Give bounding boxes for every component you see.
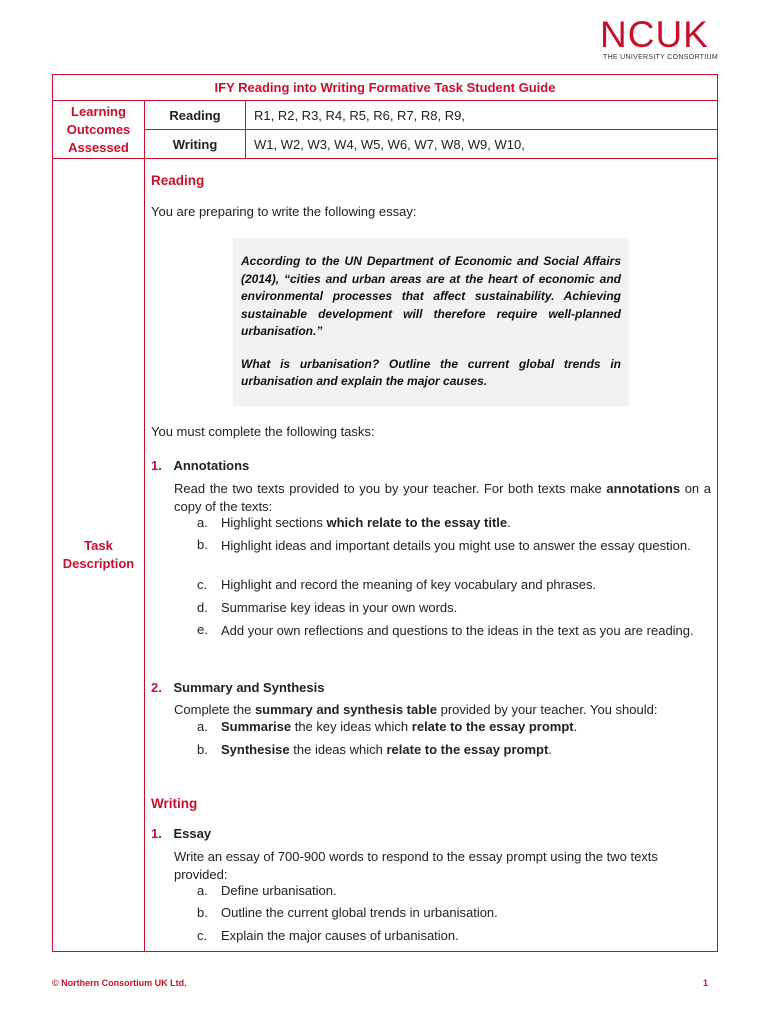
task1-item-a: a. Highlight sections which relate to the essay title. <box>197 515 511 530</box>
reading-intro: You are preparing to write the following essay: <box>151 204 417 219</box>
task2-heading <box>151 680 324 695</box>
essay-prompt-question: What is urbanisation? Outline the current global trends in urbanisation and explain the major causes. <box>241 356 621 388</box>
task1-description: Read the two texts provided to you by your teacher. For both texts make annotations on a copy of the texts: <box>174 481 711 514</box>
writing-task1-title: Essay <box>173 826 212 841</box>
task1-item-b: b. Highlight ideas and important details you might use to answer the essay question. <box>197 537 691 553</box>
task-guide-table <box>52 74 718 952</box>
footer-copyright: © Northern Consortium UK Ltd. <box>52 978 187 988</box>
task2-description: Complete the summary and synthesis table provided by your teacher. You should: <box>174 702 658 717</box>
table-title: IFY Reading into Writing Formative Task Student Guide <box>53 75 718 101</box>
task1-item-d: d. Summarise key ideas in your own words. <box>197 600 458 615</box>
writing-item-b: b. Outline the current global trends in urbanisation. <box>197 905 498 920</box>
footer-page-number: 1 <box>703 978 709 988</box>
ncuk-logo <box>600 16 720 66</box>
writing-outcome-codes: W1, W2, W3, W4, W5, W6, W7, W8, W9, W10, <box>246 130 718 159</box>
task2-title: Summary and Synthesis <box>173 680 325 695</box>
task1-item-c: c. Highlight and record the meaning of key vocabulary and phrases. <box>197 577 597 592</box>
essay-prompt-quote: According to the UN Department of Economic and Social Affairs (2014), “cities and urban areas are at the heart of economic and environmental processes that affect sustainability. Achieving sustainable development will therefore require well-planned urbanisation.” <box>241 254 621 338</box>
task2-item-b: b. Synthesise the ideas which relate to the essay prompt. <box>197 742 552 757</box>
task-description-label: Task Description <box>53 159 145 952</box>
task2-number: 2. <box>151 680 162 695</box>
task-description-body <box>145 159 718 952</box>
writing-task1-description: Write an essay of 700-900 words to respond to the essay prompt using the two texts provided: <box>174 849 658 882</box>
writing-item-a: a. Define urbanisation. <box>197 883 337 898</box>
writing-heading: Writing <box>151 796 198 811</box>
logo-wordmark: NCUK <box>600 14 709 55</box>
reading-outcome-codes: R1, R2, R3, R4, R5, R6, R7, R8, R9, <box>246 101 718 130</box>
task2-item-a: a. Summarise the key ideas which relate to the essay prompt. <box>197 719 578 734</box>
task1-item-e: e. Add your own reflections and questions to the ideas in the text as you are reading. <box>197 622 694 638</box>
reading-skill-label: Reading <box>145 101 246 130</box>
writing-task1-number: 1. <box>151 826 162 841</box>
writing-task1-heading <box>151 826 211 841</box>
logo-tagline: THE UNIVERSITY CONSORTIUM <box>603 54 718 61</box>
essay-prompt-box <box>233 238 629 406</box>
task1-number: 1. <box>151 458 162 473</box>
writing-skill-label: Writing <box>145 130 246 159</box>
writing-item-c: c. Explain the major causes of urbanisation. <box>197 928 459 943</box>
tasks-intro: You must complete the following tasks: <box>151 424 375 439</box>
task1-title: Annotations <box>173 458 250 473</box>
learning-outcomes-label: Learning Outcomes Assessed <box>53 101 145 159</box>
reading-heading: Reading <box>151 173 205 188</box>
task1-heading <box>151 458 249 473</box>
